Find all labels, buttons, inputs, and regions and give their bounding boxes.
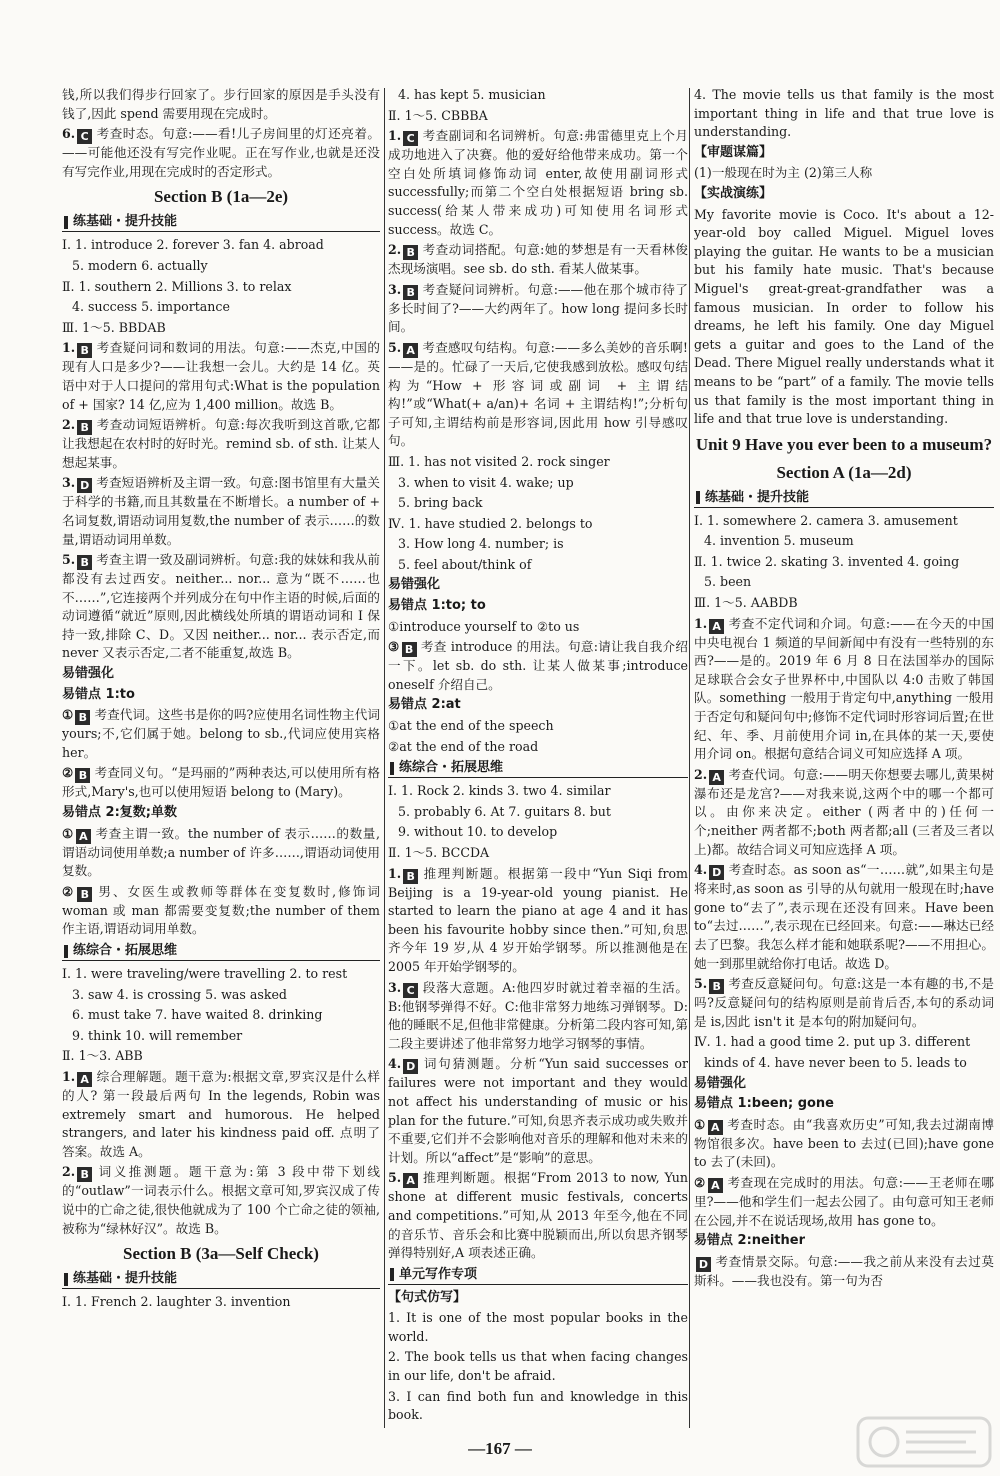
answer-explanation	[62, 764, 380, 802]
question-number: 2.	[388, 242, 402, 258]
question-number: ②	[694, 1174, 706, 1190]
exercise-bar	[62, 1270, 380, 1289]
explanation-text: 考查现在完成时的用法。句意:——王老师在哪里?——他和学生们一起去公园了。由句意可知王老师在公园,并不在说话现场,故用 has gone to。	[694, 1174, 994, 1228]
answer-badge: A	[403, 1173, 418, 1188]
subheading: 易错强化	[388, 577, 441, 593]
answer-explanation	[388, 1169, 688, 1262]
answer-explanation	[388, 339, 688, 451]
text-line: Ⅱ. 1. twice 2. skating 3. invented 4. going	[694, 553, 960, 569]
text-line: (1)一般现在时为主 (2)第三人称	[694, 165, 873, 181]
explanation-text: 考查主谓一致。the number of 表示……的数量,谓语动词使用单数;a number of 许多……,谓语动词使用复数。	[62, 825, 380, 879]
answer-badge: D	[403, 1059, 418, 1074]
answer-badge: B	[77, 420, 92, 435]
answer-badge: A	[709, 770, 724, 785]
answer-badge: B	[77, 887, 92, 902]
text-line: Ⅰ. 1. introduce 2. forever 3. fan 4. abroad	[62, 237, 324, 253]
answer-explanation	[694, 615, 994, 764]
answer-badge: C	[77, 129, 92, 144]
text-line: Ⅰ. 1. French 2. laughter 3. invention	[62, 1294, 291, 1310]
column-divider	[689, 88, 690, 1428]
question-number: 4.	[694, 862, 708, 878]
explanation-text: 考查同义句。“是玛丽的”两种表达,可以使用所有格形式,Mary's,也可以使用短语 belong to (Mary)。	[62, 765, 380, 800]
bar-marker-icon	[390, 1268, 394, 1281]
section-heading: Section A (1a—2d)	[776, 462, 912, 482]
subheading: 易错强化	[62, 666, 115, 682]
explanation-text: 考查疑问词和数词的用法。句意:——杰克,中国的现有人口是多少?——让我想一会儿。大约是 14 亿。英语中对于人口提问的常用句式:What is the population of + 国家? 14 亿,应为 1,400 million。故选 B。	[62, 340, 380, 412]
explanation-text: 考查情景交际。句意:——我之前从来没有去过莫斯科。——我也没有。第一句为否	[694, 1253, 994, 1288]
text-line: Ⅲ. 1～5. BBDAB	[62, 319, 166, 335]
explanation-text: 考查 introduce 的用法。句意:请让我自我介绍一下。let sb. do sth. 让某人做某事;introduce oneself 介绍自己。	[388, 639, 688, 692]
bar-marker-icon	[64, 216, 68, 229]
text-line: Ⅱ. 1～5. CBBBA	[388, 107, 488, 123]
question-number: 3.	[388, 281, 402, 297]
question-number: 5.	[388, 339, 402, 355]
text-line: 5. probably 6. At 7. guitars 8. but	[398, 803, 611, 819]
question-number: 2.	[62, 417, 76, 433]
question-number: ①	[62, 825, 74, 841]
text-line: Ⅱ. 1～3. ABB	[62, 1048, 143, 1064]
answer-explanation	[694, 975, 994, 1031]
explanation-text: 考查时态。as soon as“一……就”,如果主句是将来时,as soon as 引导的从句就用一般现在时;have gone to“去了”,表示现在还没有回来。Have been to“去过……”,表示现在已经回来。句意:——琳达已经去了巴黎。我怎么样才能和她联系呢?——不用担心。她一到那里就给你打电话。故选 D。	[694, 862, 994, 971]
column-left	[62, 86, 380, 1434]
page-number: —167 —	[468, 1439, 532, 1458]
exercise-bar	[62, 213, 380, 232]
subheading: 易错点 2:at	[388, 697, 461, 713]
answer-badge: A	[709, 619, 724, 634]
answer-explanation	[62, 883, 380, 939]
answer-badge: B	[402, 642, 417, 657]
explanation-text: 考查代词。句意:——明天你想要去哪儿,黄果树瀑布还是龙宫?——对我来说,这两个中的哪一个都可以。由你来决定。either (两者中的)任何一个;neither 两者都不;both 两者都;all (三者及三者以上)都。故结合词义可知应选择 A 项。	[694, 766, 994, 857]
subheading: 易错点 2:neither	[694, 1233, 805, 1249]
text-line: Ⅱ. 1～5. BCCDA	[388, 845, 490, 860]
answer-explanation	[694, 1253, 994, 1291]
question-number: 1.	[62, 340, 76, 356]
text-line: ①introduce yourself to ②to us	[388, 618, 580, 634]
explanation-text: 考查时态。由“我喜欢历史”可知,我去过湖南博物馆很多次。have been to 去过(已回);have gone to 去了(未回)。	[694, 1116, 994, 1170]
question-number: ①	[62, 707, 74, 723]
text-line: Ⅱ. 1. southern 2. Millions 3. to relax	[62, 278, 292, 294]
text-line: ②at the end of the road	[388, 738, 539, 754]
text-line: 4. has kept 5. musician	[398, 87, 546, 102]
explanation-text: 考查反意疑问句。句意:这是一本有趣的书,不是吗?反意疑问句的结构原则是前肯后否,本句的系动词是 is,因此 isn't it 是本句的附加疑问句。	[694, 976, 994, 1029]
answer-badge: B	[403, 245, 418, 260]
text-line: kinds of 4. have never been to 5. leads to	[704, 1054, 967, 1070]
text-line: 4. success 5. importance	[72, 299, 230, 315]
subheading: 易错点 1:to	[62, 686, 135, 702]
answer-explanation	[388, 1055, 688, 1167]
text-line: 5. been	[704, 574, 752, 590]
exercise-bar	[694, 489, 994, 508]
text-line: Ⅳ. 1. have studied 2. belongs to	[388, 515, 593, 531]
question-number: 2.	[62, 1164, 76, 1180]
answer-badge: A	[403, 343, 418, 358]
answer-explanation	[388, 127, 688, 239]
question-number: 3.	[388, 979, 402, 995]
bar-marker-icon	[64, 945, 68, 958]
question-number: 5.	[694, 976, 708, 992]
text-line: 1. It is one of the most popular books in the world.	[388, 1310, 688, 1344]
answer-explanation	[62, 125, 380, 181]
explanation-text: 考查疑问词辨析。句意:——他在那个城市待了多长时间了?——大约两年了。how long 提问多长时间。	[388, 281, 688, 335]
explanation-text: 词义推测题。题干意为:第 3 段中带下划线的“outlaw”一词表示什么。根据文章可知,罗宾汉成了传说中的亡命之徒,很快他就成为了 100 个亡命之徒的领袖,被称为“绿林好汉”。故选 B。	[62, 1164, 380, 1236]
text-line: 4. invention 5. museum	[704, 533, 854, 549]
answer-badge: B	[75, 710, 90, 725]
explanation-text: 男、女医生或教师等群体在变复数时,修饰词 woman 或 man 都需要变复数;the number of them 作主语,谓语动词用单数。	[62, 883, 380, 937]
answer-badge: B	[77, 343, 92, 358]
subheading: 【审题谋篇】	[694, 144, 773, 160]
exercise-bar	[62, 942, 380, 961]
answer-explanation	[694, 1174, 994, 1230]
text-line: ①at the end of the speech	[388, 718, 554, 734]
text-line: 5. bring back	[398, 495, 483, 511]
column-middle	[388, 86, 688, 1434]
question-number: 3.	[62, 475, 76, 491]
answer-explanation	[694, 861, 994, 973]
exercise-bar-label: 练综合・拓展思维	[399, 760, 504, 776]
explanation-text: 考查主谓一致及副词辨析。句意:我的妹妹和我从前都没有去过西安。neither... nor... 意为“既不……也不……”,它连接两个并列成分在句中作主语的时候,后面的动词遵循“就近”原则,因此横线处所填的谓语动词和 I 保持一致,排除 C、D。又因 neither... nor... 表示否定,而 never 又表示否定,二者不能重复,故选 B。	[62, 552, 380, 661]
exercise-bar-label: 单元写作专项	[399, 1266, 478, 1282]
subheading: 易错点 1:been; gone	[694, 1096, 834, 1112]
question-number: 1.	[62, 1068, 76, 1084]
answer-badge: B	[77, 1167, 92, 1182]
question-number: 5.	[388, 1170, 402, 1186]
answer-badge: B	[403, 285, 418, 300]
bar-marker-icon	[64, 1273, 68, 1286]
text-line: 3. when to visit 4. wake; up	[398, 474, 574, 490]
question-number: ③	[388, 639, 400, 655]
explanation-text: 考查感叹句结构。句意:——多么美妙的音乐啊!——是的。忙碌了一天后,它使我感到放松。感叹句结构为“How + 形容词或副词 + 主谓结构!”或“What(+ a/an)+ 名词 + 主谓结构!”;分析句子可知,主谓结构前是形容词,因此用 how 引导感叹句。	[388, 339, 688, 449]
explanation-text: 考查短语辨析及主谓一致。句意:图书馆里有大量关于科学的书籍,而且其数量在不断增长。a number of + 名词复数,谓语动词用复数,the number of 表示……的数量,谓语动词用单数。	[62, 475, 380, 547]
text-line: 9. think 10. will remember	[72, 1027, 243, 1043]
subheading: 【实战演练】	[694, 185, 773, 201]
answer-explanation	[694, 766, 994, 859]
text-line: 6. must take 7. have waited 8. drinking	[72, 1007, 323, 1023]
answer-explanation	[62, 474, 380, 549]
answer-explanation	[62, 339, 380, 414]
explanation-text: 考查代词。这些书是你的吗?应使用名词性物主代词 yours;不,它们属于她。belong to sb.,代词应使用宾格 her。	[62, 707, 380, 760]
answer-badge: B	[709, 979, 724, 994]
section-heading: Unit 9 Have you ever been to a museum?	[695, 434, 993, 454]
subheading: 【句式仿写】	[388, 1289, 467, 1305]
text-line: Ⅰ. 1. Rock 2. kinds 3. two 4. similar	[388, 783, 611, 799]
answer-explanation	[62, 825, 380, 881]
answer-explanation	[388, 638, 688, 694]
question-number: ②	[62, 765, 74, 781]
text-line: Ⅲ. 1～5. AABDB	[694, 595, 798, 611]
answer-explanation	[388, 281, 688, 337]
explanation-text: 考查时态。句意:——看!儿子房间里的灯还亮着。——可能他还没有写完作业呢。正在写作业,也就是还没有写完作业,用现在完成时的否定形式。	[62, 126, 380, 179]
explanation-text: 推理判断题。根据“From 2013 to now, Yun shone at different music festivals, concerts and competitions.”可知,从 2013 年至今,他在不同的音乐节、音乐会和比赛中脱颖而出,所以贠思齐钢琴弹得特别好,A 项表述正确。	[388, 1170, 688, 1261]
answer-explanation	[694, 1116, 994, 1172]
explanation-text: 综合理解题。题干意为:根据文章,罗宾汉是什么样的人? 第一段最后两句 In the legends, Robin was extremely smart and humorous. He helped strangers, and later his kindness paid off. 点明了答案。故选 A。	[62, 1068, 380, 1159]
question-number: 1.	[694, 615, 708, 631]
bar-marker-icon	[390, 762, 394, 775]
text-line: Ⅳ. 1. had a good time 2. put up 3. different	[694, 1034, 971, 1050]
exercise-bar-label: 练基础・提升技能	[73, 214, 178, 230]
answer-explanation	[62, 551, 380, 663]
question-number: ①	[694, 1116, 706, 1132]
answer-badge: D	[696, 1257, 711, 1272]
answer-badge: B	[75, 768, 90, 783]
watermark-logo	[854, 1412, 994, 1472]
explanation-text: 段落大意题。A:他四岁时就过着幸福的生活。B:他钢琴弹得不好。C:他非常努力地练习弹钢琴。D:他的睡眠不足,但他非常健康。分析第二段内容可知,第二段主要讲述了他非常努力地学习钢琴的事情。	[388, 979, 688, 1051]
answer-badge: D	[77, 478, 92, 493]
answer-badge: A	[708, 1178, 723, 1193]
text-line: My favorite movie is Coco. It's about a 12-year-old boy called Miguel. Miguel loves playing the guitar. He wants to be a musician but his family hate music. That's because Miguel's great-great-grandfather was a famous musician. In order to follow his dreams, he left his family. One day Miguel gets a guitar and goes to the Land of the Dead. There Miguel really understands what it means to be “part” of a family. The movie tells us that family is the most important thing in life and that true love is understanding.	[694, 206, 994, 427]
text-line: 3. How long 4. number; is	[398, 536, 564, 552]
subheading: 易错点 1:to; to	[388, 598, 486, 614]
explanation-text: 考查不定代词和介词。句意:——在今天的中国中央电视台 1 频道的早间新闻中有没有一些特别的东西?——是的。2019 年 6 月 8 日在法国举办的国际足球联合会女子世界杯中,中国队以 4:0 击败了韩国队。something 一般用于肯定句中,anything 一般用于否定句和疑问句中;修饰不定代词时形容词后置;在世纪、年、季、月前使用介词 in,在具体的某一天,要使用介词 on。根据句意结合词义可知应选择 A 项。	[694, 615, 994, 762]
exercise-bar	[388, 1266, 688, 1285]
answer-badge: A	[708, 1120, 723, 1135]
answer-badge: B	[77, 555, 92, 570]
explanation-text: 考查副词和名词辨析。句意:弗雷德里克上个月成功地进入了决赛。他的爱好给他带来成功。第一个空白处所填词修饰动词 enter,故使用副词形式 successfully;而第二个空白处根据短语 bring sb. success(给某人带来成功)可知使用名词形式 success。故选 C。	[388, 128, 688, 237]
bar-marker-icon	[696, 491, 700, 504]
question-number: 1.	[388, 865, 402, 881]
answer-explanation	[388, 979, 688, 1054]
question-number: ②	[62, 883, 76, 899]
exercise-bar	[388, 759, 688, 778]
answer-badge: A	[77, 1072, 92, 1087]
exercise-bar-label: 练基础・提升技能	[705, 489, 810, 505]
explanation-text: 考查动词搭配。句意:她的梦想是有一天看林俊杰现场演唱。see sb. do sth. 看某人做某事。	[388, 242, 688, 277]
answer-explanation	[388, 865, 688, 977]
answer-badge: C	[403, 983, 418, 998]
column-divider	[384, 88, 385, 1428]
answer-badge: C	[403, 131, 418, 146]
text-line: Ⅲ. 1. has not visited 2. rock singer	[388, 453, 610, 469]
section-heading: Section B (1a—2e)	[153, 187, 289, 207]
text-line: Ⅰ. 1. were traveling/were travelling 2. to rest	[62, 966, 348, 981]
section-heading: Section B (3a—Self Check)	[123, 1244, 319, 1264]
answer-explanation	[388, 241, 688, 279]
explanation-text: 考查动词短语辨析。句意:每次我听到这首歌,它都让我想起在农村时的好时光。remind sb. of sth. 让某人想起某事。	[62, 417, 380, 470]
text-line: 5. modern 6. actually	[72, 257, 208, 273]
subheading: 易错强化	[694, 1075, 747, 1091]
exercise-bar-label: 练综合・拓展思维	[73, 943, 178, 958]
text-line: 5. feel about/think of	[398, 556, 532, 572]
answer-explanation	[62, 416, 380, 472]
explanation-text: 推理判断题。根据第一段中“Yun Siqi from Beijing is a 19-year-old young pianist. He started to learn the piano at age 4 and it has been his favourite hobby since then.”可知,贠思齐今年 19 岁,从 4 岁开始学钢琴。所以推测他是在 2005 年开始学钢琴的。	[388, 865, 688, 974]
text-line: 钱,所以我们得步行回家了。步行回家的原因是手头没有钱了,因此 spend 需要用现在完成时。	[62, 87, 380, 121]
text-line: Ⅰ. 1. somewhere 2. camera 3. amusement	[694, 512, 958, 528]
answer-explanation	[62, 706, 380, 762]
answer-explanation	[62, 1068, 380, 1161]
text-line: 3. saw 4. is crossing 5. was asked	[72, 986, 287, 1002]
explanation-text: 词句猜测题。分析“Yun said successes or failures were not important and they would not affect his understanding of music or his plan for the future.”可知,贠思齐表示成功或失败并不重要,它们并不会影响他对音乐的理解和他对未来的计划。所以“affect”是“影响”的意思。	[388, 1056, 688, 1165]
answer-badge: D	[709, 865, 724, 880]
answer-explanation	[62, 1163, 380, 1238]
column-right	[694, 86, 994, 1434]
subheading: 易错点 2:复数;单数	[62, 805, 177, 821]
question-number: 4.	[388, 1056, 402, 1072]
answer-badge: A	[76, 829, 91, 844]
answer-badge: B	[403, 869, 418, 884]
text-line: 4. The movie tells us that family is the most important thing in life and that true love is understanding.	[694, 87, 994, 140]
question-number: 6.	[62, 126, 76, 142]
question-number: 5.	[62, 552, 76, 568]
question-number: 2.	[694, 766, 708, 782]
text-line: 3. I can find both fun and knowledge in this book.	[388, 1388, 688, 1423]
text-line: 2. The book tells us that when facing changes in our life, don't be afraid.	[388, 1349, 688, 1384]
exercise-bar-label: 练基础・提升技能	[73, 1271, 178, 1287]
text-line: 9. without 10. to develop	[398, 824, 558, 840]
question-number: 1.	[388, 128, 402, 144]
